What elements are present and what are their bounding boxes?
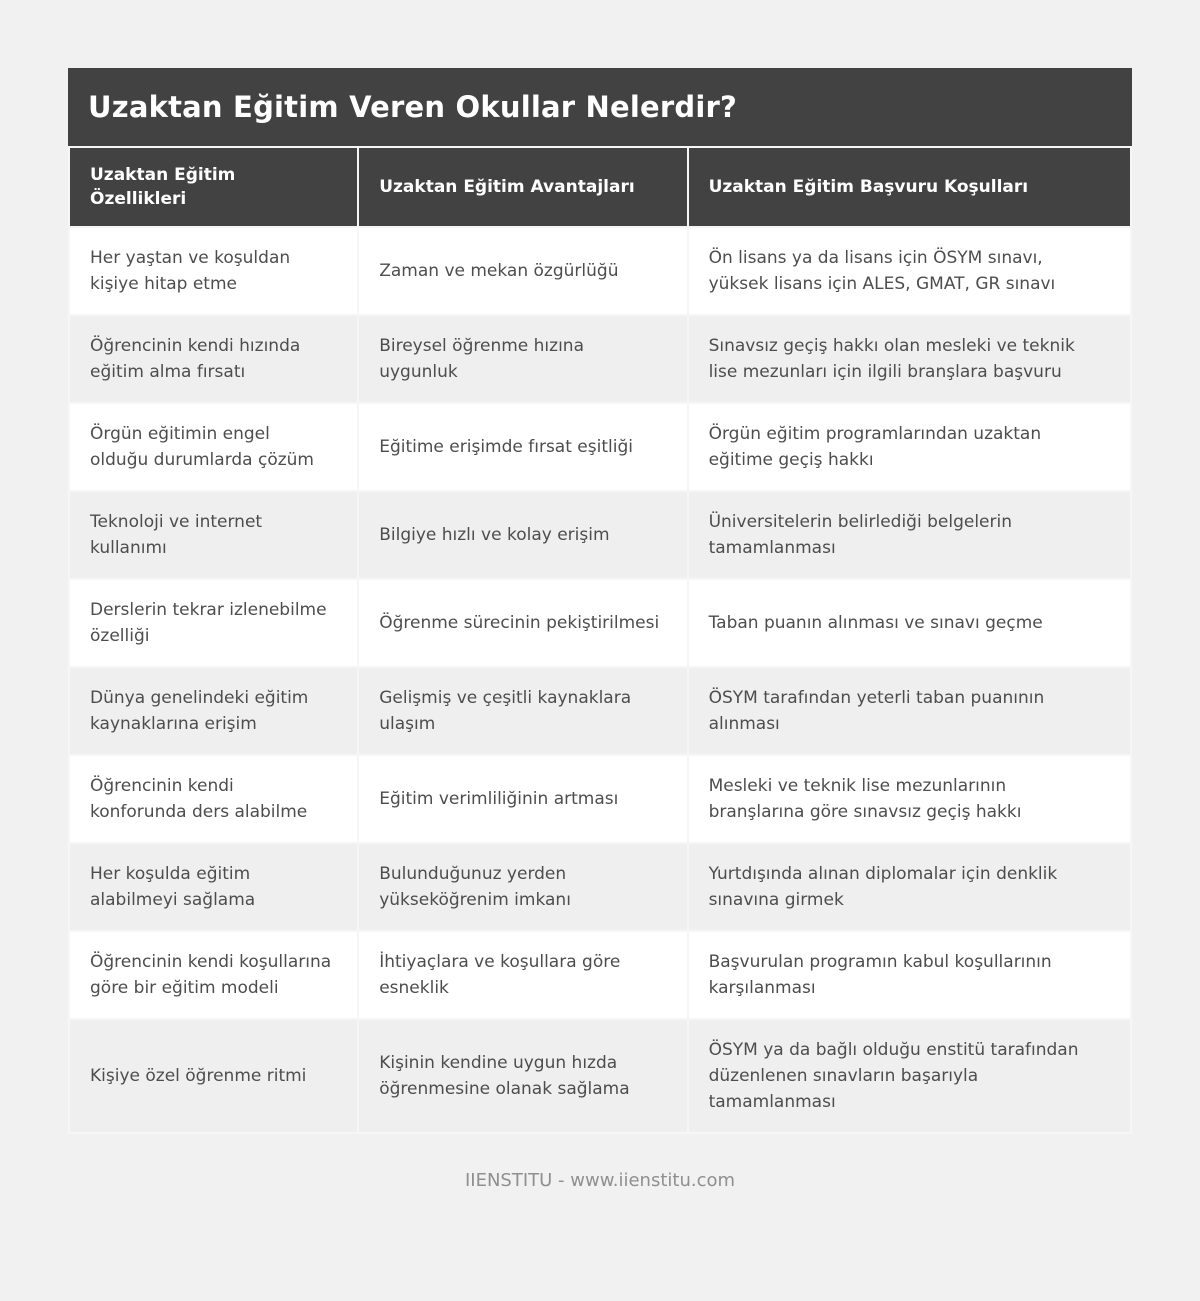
table-row bbox=[70, 756, 1130, 842]
info-table bbox=[68, 146, 1132, 1134]
table-cell: Öğrencinin kendi koşullarına göre bir eğitim modeli bbox=[70, 932, 357, 1018]
table-cell: Başvurulan programın kabul koşullarının karşılanması bbox=[689, 932, 1130, 1018]
table-cell: Örgün eğitimin engel olduğu durumlarda çözüm bbox=[70, 404, 357, 490]
column-header-avantajlari: Uzaktan Eğitim Avantajları bbox=[359, 148, 686, 226]
table-header bbox=[70, 148, 1130, 226]
table-cell: Kişinin kendine uygun hızda öğrenmesine olanak sağlama bbox=[359, 1020, 686, 1132]
table-cell: İhtiyaçlara ve koşullara göre esneklik bbox=[359, 932, 686, 1018]
table-header-row bbox=[70, 148, 1130, 226]
table-card bbox=[68, 0, 1132, 1134]
column-header-basvuru-kosullari: Uzaktan Eğitim Başvuru Koşulları bbox=[689, 148, 1130, 226]
table-cell: Eğitim verimliliğinin artması bbox=[359, 756, 686, 842]
table-cell: Eğitime erişimde fırsat eşitliği bbox=[359, 404, 686, 490]
table-cell: Her yaştan ve koşuldan kişiye hitap etme bbox=[70, 228, 357, 314]
table-cell: Her koşulda eğitim alabilmeyi sağlama bbox=[70, 844, 357, 930]
table-row bbox=[70, 492, 1130, 578]
table-row bbox=[70, 932, 1130, 1018]
table-cell: Ön lisans ya da lisans için ÖSYM sınavı, yüksek lisans için ALES, GMAT, GR sınavı bbox=[689, 228, 1130, 314]
table-cell: Öğrencinin kendi hızında eğitim alma fırsatı bbox=[70, 316, 357, 402]
table-cell: ÖSYM ya da bağlı olduğu enstitü tarafından düzenlenen sınavların başarıyla tamamlanması bbox=[689, 1020, 1130, 1132]
table-cell: Yurtdışında alınan diplomalar için denklik sınavına girmek bbox=[689, 844, 1130, 930]
table-cell: Gelişmiş ve çeşitli kaynaklara ulaşım bbox=[359, 668, 686, 754]
table-cell: Mesleki ve teknik lise mezunlarının branşlarına göre sınavsız geçiş hakkı bbox=[689, 756, 1130, 842]
table-cell: Üniversitelerin belirlediği belgelerin tamamlanması bbox=[689, 492, 1130, 578]
table-row bbox=[70, 316, 1130, 402]
table-cell: Bulunduğunuz yerden yükseköğrenim imkanı bbox=[359, 844, 686, 930]
table-cell: Teknoloji ve internet kullanımı bbox=[70, 492, 357, 578]
page-title: Uzaktan Eğitim Veren Okullar Nelerdir? bbox=[68, 68, 1132, 146]
table-body bbox=[70, 228, 1130, 1132]
table-cell: Derslerin tekrar izlenebilme özelliği bbox=[70, 580, 357, 666]
table-cell: Bireysel öğrenme hızına uygunluk bbox=[359, 316, 686, 402]
table-cell: Örgün eğitim programlarından uzaktan eğitime geçiş hakkı bbox=[689, 404, 1130, 490]
table-row bbox=[70, 844, 1130, 930]
column-header-ozellikleri: Uzaktan Eğitim Özellikleri bbox=[70, 148, 357, 226]
table-cell: Bilgiye hızlı ve kolay erişim bbox=[359, 492, 686, 578]
table-cell: Zaman ve mekan özgürlüğü bbox=[359, 228, 686, 314]
table-cell: ÖSYM tarafından yeterli taban puanının alınması bbox=[689, 668, 1130, 754]
table-row bbox=[70, 228, 1130, 314]
table-row bbox=[70, 404, 1130, 490]
table-cell: Öğrenme sürecinin pekiştirilmesi bbox=[359, 580, 686, 666]
table-cell: Dünya genelindeki eğitim kaynaklarına erişim bbox=[70, 668, 357, 754]
table-cell: Sınavsız geçiş hakkı olan mesleki ve teknik lise mezunları için ilgili branşlara başvuru bbox=[689, 316, 1130, 402]
table-cell: Taban puanın alınması ve sınavı geçme bbox=[689, 580, 1130, 666]
table-row bbox=[70, 668, 1130, 754]
table-cell: Öğrencinin kendi konforunda ders alabilme bbox=[70, 756, 357, 842]
table-row bbox=[70, 580, 1130, 666]
footer-credit: IIENSTITU - www.iienstitu.com bbox=[464, 1170, 736, 1191]
table-cell: Kişiye özel öğrenme ritmi bbox=[70, 1020, 357, 1132]
table-row bbox=[70, 1020, 1130, 1132]
